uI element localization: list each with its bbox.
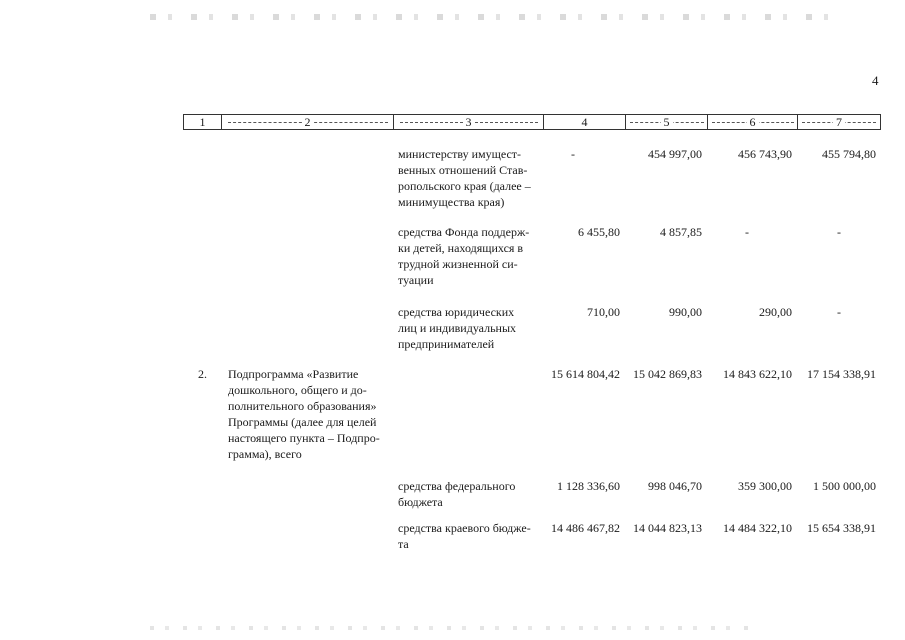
source-line: средства краевого бюдже- — [398, 521, 531, 535]
header-label-5: 5 — [661, 115, 673, 129]
source-line: лиц и индивидуальных — [398, 321, 517, 335]
page-number: 4 — [872, 73, 879, 88]
source-cell — [398, 478, 540, 510]
value-col-4: 15 614 804,42 — [551, 367, 620, 381]
source-line: ки детей, находящихся в — [398, 241, 524, 255]
header-col-3 — [394, 115, 544, 129]
header-col-5 — [626, 115, 708, 129]
value-col-7: - — [837, 305, 841, 319]
source-line: предпринимателей — [398, 337, 495, 351]
header-col-7 — [798, 115, 880, 129]
value-col-6: 14 484 322,10 — [723, 521, 792, 535]
value-col-5: 998 046,70 — [648, 479, 702, 493]
value-col-5: 14 044 823,13 — [633, 521, 702, 535]
header-label-6: 6 — [747, 115, 759, 129]
name-line: Программы (далее для целей — [228, 415, 377, 429]
source-line: минимущества края) — [398, 195, 505, 209]
source-cell — [398, 520, 540, 552]
name-line: полнительного образования» — [228, 399, 377, 413]
header-label-1: 1 — [197, 115, 209, 129]
header-label-3: 3 — [463, 115, 475, 129]
source-line: бюджета — [398, 495, 443, 509]
header-col-2 — [222, 115, 394, 129]
row-number: 2. — [198, 367, 207, 381]
header-col-1 — [184, 115, 222, 129]
source-line: туации — [398, 273, 434, 287]
name-line: настоящего пункта – Подпро- — [228, 431, 380, 445]
value-col-4: 710,00 — [587, 305, 620, 319]
value-col-4: 6 455,80 — [578, 225, 620, 239]
value-col-5: 4 857,85 — [660, 225, 702, 239]
source-line: ропольского края (далее – — [398, 179, 531, 193]
header-label-7: 7 — [833, 115, 845, 129]
header-col-4 — [544, 115, 626, 129]
source-line: трудной жизненной си- — [398, 257, 518, 271]
table-header-row — [183, 114, 881, 130]
source-line: министерству имущест- — [398, 147, 522, 161]
source-line: средства юридических — [398, 305, 515, 319]
source-line: средства Фонда поддерж- — [398, 225, 530, 239]
value-col-4: 1 128 336,60 — [557, 479, 620, 493]
source-line: та — [398, 537, 409, 551]
value-col-5: 15 042 869,83 — [633, 367, 702, 381]
value-col-6: 359 300,00 — [738, 479, 792, 493]
source-line: средства федерального — [398, 479, 516, 493]
name-line: Подпрограмма «Развитие — [228, 367, 359, 381]
name-cell — [228, 366, 388, 462]
value-col-5: 454 997,00 — [648, 147, 702, 161]
source-cell — [398, 146, 540, 210]
source-cell — [398, 224, 540, 288]
source-cell — [398, 304, 540, 352]
scan-noise-bottom — [150, 626, 750, 630]
value-col-7: - — [837, 225, 841, 239]
name-line: дошкольного, общего и до- — [228, 383, 367, 397]
value-col-4: 14 486 467,82 — [551, 521, 620, 535]
scan-noise-top — [150, 14, 840, 20]
header-label-2: 2 — [302, 115, 314, 129]
value-col-5: 990,00 — [669, 305, 702, 319]
name-line: грамма), всего — [228, 447, 302, 461]
value-col-4: - — [571, 147, 575, 161]
value-col-6: - — [745, 225, 749, 239]
value-col-6: 456 743,90 — [738, 147, 792, 161]
header-label-4: 4 — [579, 115, 591, 129]
value-col-7: 1 500 000,00 — [813, 479, 876, 493]
value-col-6: 14 843 622,10 — [723, 367, 792, 381]
header-col-6 — [708, 115, 798, 129]
value-col-6: 290,00 — [759, 305, 792, 319]
value-col-7: 15 654 338,91 — [807, 521, 876, 535]
source-line: венных отношений Став- — [398, 163, 528, 177]
value-col-7: 17 154 338,91 — [807, 367, 876, 381]
value-col-7: 455 794,80 — [822, 147, 876, 161]
